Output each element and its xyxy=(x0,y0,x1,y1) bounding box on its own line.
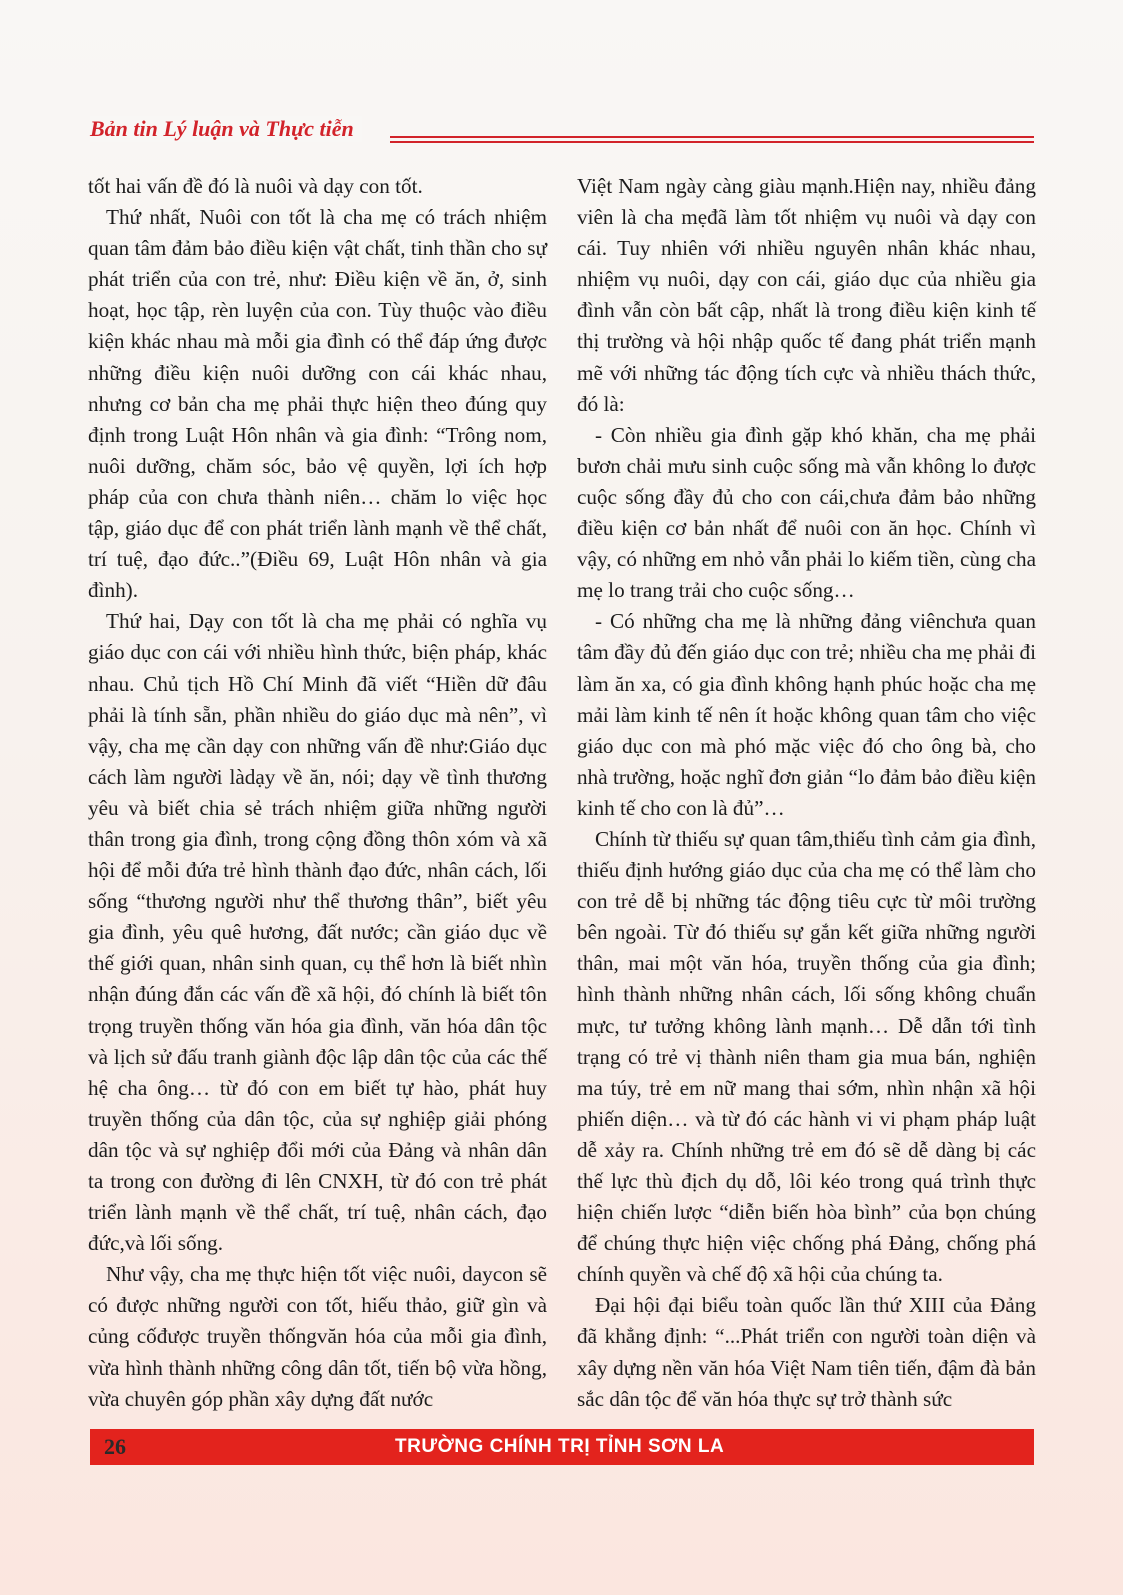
left-column xyxy=(88,171,547,1415)
page-number: 26 xyxy=(104,1434,126,1459)
article-body xyxy=(88,171,1036,1417)
header-rules xyxy=(390,136,1034,146)
footer-bar xyxy=(90,1429,1034,1465)
paragraph: - Còn nhiều gia đình gặp khó khăn, cha mẹ phải bươn chải mưu sinh cuộc sống mà vẫn không lo được cuộc sống đầy đủ cho con cái,chưa đảm bảo những điều kiện cơ bản nhất để nuôi con ăn học. Chính vì vậy, có những em nhỏ vẫn phải lo kiếm tiền, cùng cha mẹ lo trang trải cho cuộc sống… xyxy=(577,422,1036,603)
paragraph: tốt hai vấn đề đó là nuôi và dạy con tốt. xyxy=(88,174,423,198)
running-header xyxy=(90,116,1034,148)
publication-title: Bản tin Lý luận và Thực tiễn xyxy=(90,116,362,142)
paragraph: - Có những cha mẹ là những đảng viênchưa quan tâm đầy đủ đến giáo dục con trẻ; nhiều cha mẹ phải đi làm ăn xa, có gia đình không hạnh phúc hoặc cha mẹ mải làm kinh tế nên ít hoặc không quan tâm cho việc giáo dục con mà phó mặc việc đó cho ông bà, cho nhà trường, hoặc nghĩ đơn giản “lo đảm bảo điều kiện kinh tế cho con là đủ”… xyxy=(577,609,1036,820)
paragraph: Chính từ thiếu sự quan tâm,thiếu tình cảm gia đình, thiếu định hướng giáo dục của cha mẹ có thể làm cho con trẻ dễ bị những tác động tiêu cực từ môi trường bên ngoài. Từ đó thiếu sự gắn kết giữa những người thân, mai một văn hóa, truyền thống của gia đình; hình thành những nhân cách, lối sống không chuẩn mực, tư tưởng không lành mạnh… Dễ dẫn tới tình trạng có trẻ vị thành niên tham gia mua bán, nghiện ma túy, trẻ em nữ mang thai sớm, nhìn nhận xã hội phiến diện… và từ đó các hành vi vi phạm pháp luật dễ xảy ra. Chính những trẻ em đó sẽ dễ dàng bị các thế lực thù địch dụ dỗ, lôi kéo trong quá trình thực hiện chiến lược “diễn biến hòa bình” của bọn chúng để chúng thực hiện việc chống phá Đảng, chống phá chính quyền và chế độ xã hội của chúng ta. xyxy=(577,826,1036,1287)
footer-institution-name: TRƯỜNG CHÍNH TRỊ TỈNH SƠN LA xyxy=(395,1436,725,1457)
paragraph: Thứ hai, Dạy con tốt là cha mẹ phải có nghĩa vụ giáo dục con cái với nhiều hình thức, biện pháp, khác nhau. Chủ tịch Hồ Chí Minh đã viết “Hiền dữ đâu phải là tính sẵn, phần nhiều do giáo dục mà nên”, vì vậy, cha mẹ cần dạy con những vấn đề như:Giáo dục cách làm người làdạy về ăn, nói; dạy về tình thương yêu và biết chia sẻ trách nhiệm giữa những người thân trong gia đình, trong cộng đồng thôn xóm và xã hội để mỗi đứa trẻ hình thành đạo đức, nhân cách, lối sống “thương người như thể thương thân”, biết yêu gia đình, yêu quê hương, đất nước; cần giáo dục về thế giới quan, nhân sinh quan, cụ thể hơn là biết nhìn nhận đúng đắn các vấn đề xã hội, đó chính là biết tôn trọng truyền thống văn hóa gia đình, văn hóa dân tộc và lịch sử đấu tranh giành độc lập dân tộc của các thế hệ cha ông… từ đó con em biết tự hào, phát huy truyền thống của dân tộc, của sự nghiệp giải phóng dân tộc và sự nghiệp đổi mới của Đảng và nhân dân ta trong con đường đi lên CNXH, từ đó con trẻ phát triển lành mạnh về thể chất, trí tuệ, nhân cách, đạo đức,và lối sống. xyxy=(88,609,547,1256)
paragraph: Đại hội đại biểu toàn quốc lần thứ XIII của Đảng đã khẳng định: “...Phát triển con người toàn diện và xây dựng nền văn hóa Việt Nam tiên tiến, đậm đà bản sắc dân tộc để văn hóa thực sự trở thành sức xyxy=(577,1293,1036,1411)
header-rule-line xyxy=(390,136,1034,138)
paragraph: Thứ nhất, Nuôi con tốt là cha mẹ có trách nhiệm quan tâm đảm bảo điều kiện vật chất, tinh thần cho sự phát triển của con trẻ, như: Điều kiện về ăn, ở, sinh hoạt, học tập, rèn luyện của con. Tùy thuộc vào điều kiện khác nhau mà mỗi gia đình có thể đáp ứng được những điều kiện nuôi dưỡng con cái khác nhau, nhưng cơ bản cha mẹ phải thực hiện theo đúng quy định trong Luật Hôn nhân và gia đình: “Trông nom, nuôi dưỡng, chăm sóc, bảo vệ quyền, lợi ích hợp pháp của con chưa thành niên… chăm lo việc học tập, giáo dục để con phát triển lành mạnh về thể chất, trí tuệ, đạo đức..”(Điều 69, Luật Hôn nhân và gia đình). xyxy=(88,205,547,603)
right-column xyxy=(577,171,1036,1415)
paragraph: Như vậy, cha mẹ thực hiện tốt việc nuôi, daycon sẽ có được những người con tốt, hiếu thảo, giữ gìn và củng cốđược truyền thốngvăn hóa của mỗi gia đình, vừa hình thành những công dân tốt, tiến bộ vừa hồng, vừa chuyên góp phần xây dựng đất nước xyxy=(88,1262,547,1411)
header-rule-line xyxy=(390,141,1034,143)
paragraph: Việt Nam ngày càng giàu mạnh.Hiện nay, nhiều đảng viên là cha mẹđã làm tốt nhiệm vụ nuôi và dạy con cái. Tuy nhiên với nhiều nguyên nhân khác nhau, nhiệm vụ nuôi, dạy con cái, giáo dục của nhiều gia đình vẫn còn bất cập, nhất là trong điều kiện kinh tế thị trường và hội nhập quốc tế đang phát triển mạnh mẽ với những tác động tích cực và nhiều thách thức, đó là: xyxy=(577,174,1036,416)
